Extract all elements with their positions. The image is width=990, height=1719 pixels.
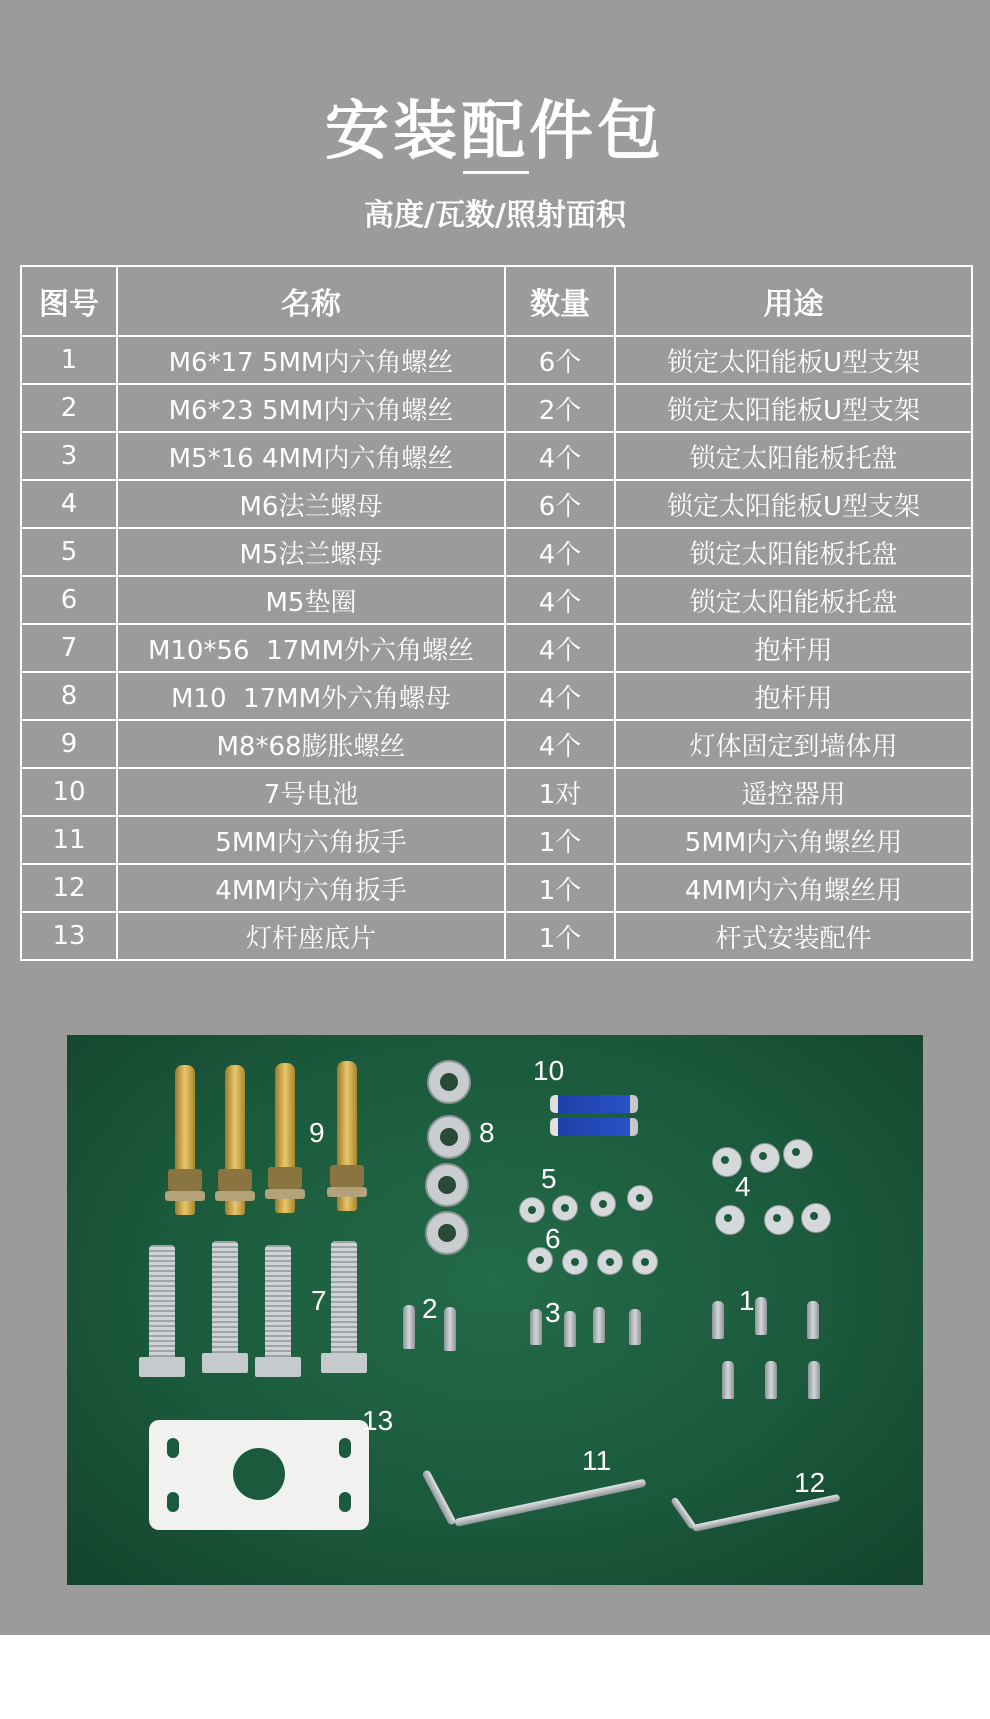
cell-qty: 1个: [505, 912, 615, 960]
cell-use: 抱杆用: [615, 672, 972, 720]
cell-no: 9: [21, 720, 117, 768]
header-usage: 用途: [615, 266, 972, 336]
flange-nut-icon: [590, 1191, 616, 1217]
cell-use: 4MM内六角螺丝用: [615, 864, 972, 912]
table-row: [21, 576, 972, 624]
socket-screw-icon: [808, 1361, 820, 1399]
washer-icon: [562, 1249, 588, 1275]
washer-icon: [597, 1249, 623, 1275]
table-row: [21, 432, 972, 480]
title-divider: [463, 171, 529, 174]
socket-screw-icon: [722, 1361, 734, 1399]
cell-use: 锁定太阳能板U型支架: [615, 384, 972, 432]
cell-name: M10 17MM外六角螺母: [117, 672, 505, 720]
parts-photo: [67, 1035, 923, 1585]
cell-name: 4MM内六角扳手: [117, 864, 505, 912]
cell-use: 遥控器用: [615, 768, 972, 816]
flange-nut-icon: [627, 1185, 653, 1211]
photo-label-13: 13: [362, 1405, 394, 1436]
hex-nut-icon: [427, 1115, 471, 1159]
battery-icon: [550, 1095, 638, 1113]
expansion-anchor-icon: [275, 1063, 295, 1213]
cell-qty: 6个: [505, 480, 615, 528]
cell-qty: 1对: [505, 768, 615, 816]
hex-nut-icon: [427, 1060, 471, 1104]
hex-nut-icon: [425, 1211, 469, 1255]
cell-name: M5*16 4MM内六角螺丝: [117, 432, 505, 480]
cell-name: 灯杆座底片: [117, 912, 505, 960]
table-row: [21, 336, 972, 384]
photo-label-3: 3: [545, 1297, 561, 1328]
cell-name: 7号电池: [117, 768, 505, 816]
socket-screw-icon: [444, 1307, 456, 1351]
cell-no: 8: [21, 672, 117, 720]
photo-label-10: 10: [533, 1055, 565, 1086]
hex-bolt-icon: [265, 1245, 291, 1365]
washer-icon: [632, 1249, 658, 1275]
photo-label-4: 4: [735, 1171, 751, 1202]
cell-name: M5法兰螺母: [117, 528, 505, 576]
expansion-anchor-icon: [337, 1061, 357, 1211]
hex-bolt-icon: [149, 1245, 175, 1365]
cell-name: M6法兰螺母: [117, 480, 505, 528]
cell-qty: 4个: [505, 432, 615, 480]
cell-no: 2: [21, 384, 117, 432]
photo-label-1: 1: [739, 1285, 755, 1316]
flange-nut-icon: [552, 1195, 578, 1221]
cell-qty: 4个: [505, 672, 615, 720]
table-row: [21, 768, 972, 816]
hex-bolt-icon: [331, 1241, 357, 1361]
cell-use: 5MM内六角螺丝用: [615, 816, 972, 864]
hex-nut-icon: [425, 1163, 469, 1207]
cell-no: 13: [21, 912, 117, 960]
photo-label-9: 9: [309, 1117, 325, 1148]
cell-name: M8*68膨胀螺丝: [117, 720, 505, 768]
socket-screw-icon: [765, 1361, 777, 1399]
cell-use: 锁定太阳能板托盘: [615, 528, 972, 576]
cell-name: M6*17 5MM内六角螺丝: [117, 336, 505, 384]
cell-use: 锁定太阳能板托盘: [615, 576, 972, 624]
photo-label-5: 5: [541, 1163, 557, 1194]
header-name: 名称: [117, 266, 505, 336]
socket-screw-icon: [530, 1309, 542, 1345]
table-row: [21, 624, 972, 672]
cell-no: 5: [21, 528, 117, 576]
cell-use: 灯体固定到墙体用: [615, 720, 972, 768]
hex-key-icon: [692, 1494, 840, 1532]
photo-label-7: 7: [311, 1285, 327, 1316]
cell-use: 抱杆用: [615, 624, 972, 672]
cell-qty: 1个: [505, 816, 615, 864]
flange-nut-icon: [764, 1205, 794, 1235]
expansion-anchor-icon: [225, 1065, 245, 1215]
cell-no: 6: [21, 576, 117, 624]
cell-no: 7: [21, 624, 117, 672]
cell-qty: 1个: [505, 864, 615, 912]
battery-icon: [550, 1118, 638, 1136]
pole-base-plate-icon: [149, 1420, 369, 1530]
photo-label-6: 6: [545, 1223, 561, 1254]
page-title: 安装配件包: [325, 95, 665, 169]
cell-qty: 6个: [505, 336, 615, 384]
flange-nut-icon: [750, 1143, 780, 1173]
socket-screw-icon: [593, 1307, 605, 1343]
table-row: [21, 672, 972, 720]
socket-screw-icon: [712, 1301, 724, 1339]
photo-label-8: 8: [479, 1117, 495, 1148]
table-row: [21, 480, 972, 528]
cell-qty: 4个: [505, 624, 615, 672]
flange-nut-icon: [801, 1203, 831, 1233]
cell-qty: 2个: [505, 384, 615, 432]
photo-label-11: 11: [582, 1445, 612, 1476]
cell-no: 11: [21, 816, 117, 864]
cell-name: M10*56 17MM外六角螺丝: [117, 624, 505, 672]
cell-no: 12: [21, 864, 117, 912]
expansion-anchor-icon: [175, 1065, 195, 1215]
table-row: [21, 528, 972, 576]
cell-use: 杆式安装配件: [615, 912, 972, 960]
parts-table: [20, 265, 973, 961]
flange-nut-icon: [783, 1139, 813, 1169]
socket-screw-icon: [564, 1311, 576, 1347]
table-row: [21, 816, 972, 864]
cell-use: 锁定太阳能板托盘: [615, 432, 972, 480]
cell-use: 锁定太阳能板U型支架: [615, 336, 972, 384]
table-row: [21, 720, 972, 768]
table-row: [21, 912, 972, 960]
cell-qty: 4个: [505, 576, 615, 624]
header-figure-no: 图号: [21, 266, 117, 336]
table-row: [21, 864, 972, 912]
cell-no: 4: [21, 480, 117, 528]
cell-qty: 4个: [505, 528, 615, 576]
cell-no: 1: [21, 336, 117, 384]
cell-name: 5MM内六角扳手: [117, 816, 505, 864]
hex-key-icon: [421, 1469, 456, 1526]
flange-nut-icon: [715, 1205, 745, 1235]
cell-qty: 4个: [505, 720, 615, 768]
cell-name: M6*23 5MM内六角螺丝: [117, 384, 505, 432]
photo-label-12: 12: [794, 1467, 826, 1498]
header-quantity: 数量: [505, 266, 615, 336]
table-header-row: [21, 266, 972, 336]
socket-screw-icon: [755, 1297, 767, 1335]
cell-use: 锁定太阳能板U型支架: [615, 480, 972, 528]
socket-screw-icon: [629, 1309, 641, 1345]
socket-screw-icon: [403, 1305, 415, 1349]
table-row: [21, 384, 972, 432]
hex-bolt-icon: [212, 1241, 238, 1361]
socket-screw-icon: [807, 1301, 819, 1339]
hex-key-icon: [454, 1479, 646, 1527]
cell-name: M5垫圈: [117, 576, 505, 624]
cell-no: 3: [21, 432, 117, 480]
page-subtitle: 高度/瓦数/照射面积: [364, 198, 626, 233]
photo-label-2: 2: [422, 1293, 438, 1324]
flange-nut-icon: [519, 1197, 545, 1223]
cell-no: 10: [21, 768, 117, 816]
